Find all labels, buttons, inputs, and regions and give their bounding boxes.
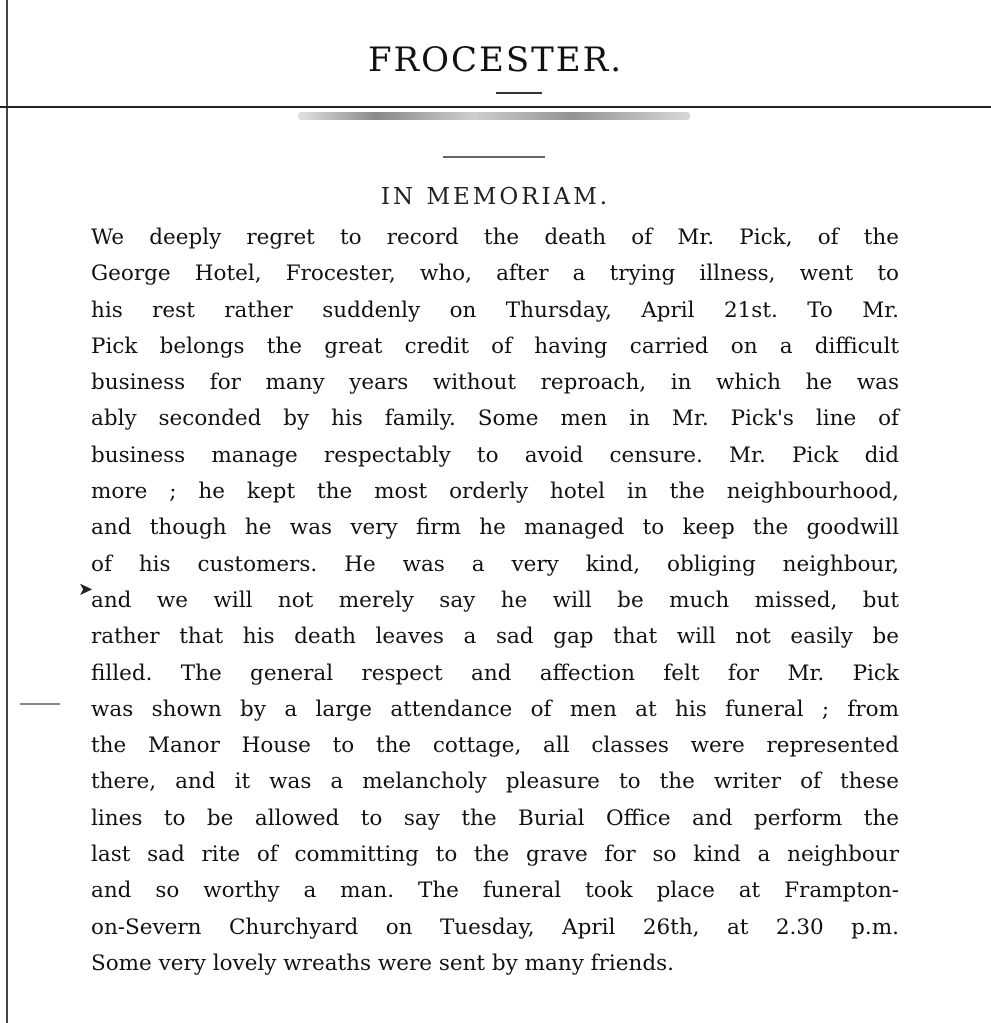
body-line: there, and it was a melancholy pleasure to the writer of these: [91, 769, 899, 795]
faded-print-fragment: [298, 112, 690, 120]
body-line: more ; he kept the most orderly hotel in the neighbourhood,: [91, 479, 899, 505]
body-line: We deeply regret to record the death of Mr. Pick, of the: [91, 225, 899, 250]
page-title: FROCESTER.: [367, 40, 624, 80]
body-line: and so worthy a man. The funeral took place at Frampton-: [91, 878, 899, 904]
margin-mark: [20, 703, 60, 705]
page-left-border: [6, 0, 8, 1023]
article-body: [91, 220, 899, 982]
body-line: lines to be allowed to say the Burial Office and perform the: [91, 805, 899, 831]
body-line: Some very lovely wreaths were sent by many friends.: [91, 950, 674, 976]
body-line: rather that his death leaves a sad gap that will not easily be: [91, 624, 899, 650]
body-line: his rest rather suddenly on Thursday, April 21st. To Mr.: [91, 297, 899, 323]
margin-pointer-icon: ➤: [78, 579, 94, 600]
body-line: filled. The general respect and affection felt for Mr. Pick: [91, 660, 899, 686]
body-line: and we will not merely say he will be much missed, but: [91, 587, 899, 613]
body-line: Pick belongs the great credit of having carried on a difficult: [91, 333, 899, 359]
body-line: ably seconded by his family. Some men in Mr. Pick's line of: [91, 406, 899, 432]
body-line: and though he was very firm he managed to keep the goodwill: [91, 515, 899, 541]
section-divider: [443, 156, 545, 158]
body-line: the Manor House to the cottage, all classes were represented: [91, 733, 899, 759]
article-heading: IN MEMORIAM.: [380, 184, 611, 210]
body-line: George Hotel, Frocester, who, after a trying illness, went to: [91, 261, 899, 287]
body-line: business for many years without reproach, in which he was: [91, 370, 899, 396]
body-line: business manage respectably to avoid censure. Mr. Pick did: [91, 442, 899, 468]
body-line: of his customers. He was a very kind, obliging neighbour,: [91, 551, 899, 577]
body-line: on-Severn Churchyard on Tuesday, April 26th, at 2.30 p.m.: [91, 914, 899, 940]
header-divider: [0, 106, 991, 108]
body-line: last sad rite of committing to the grave for so kind a neighbour: [91, 842, 899, 868]
body-line: was shown by a large attendance of men at his funeral ; from: [91, 696, 899, 722]
title-underline: [496, 92, 542, 94]
